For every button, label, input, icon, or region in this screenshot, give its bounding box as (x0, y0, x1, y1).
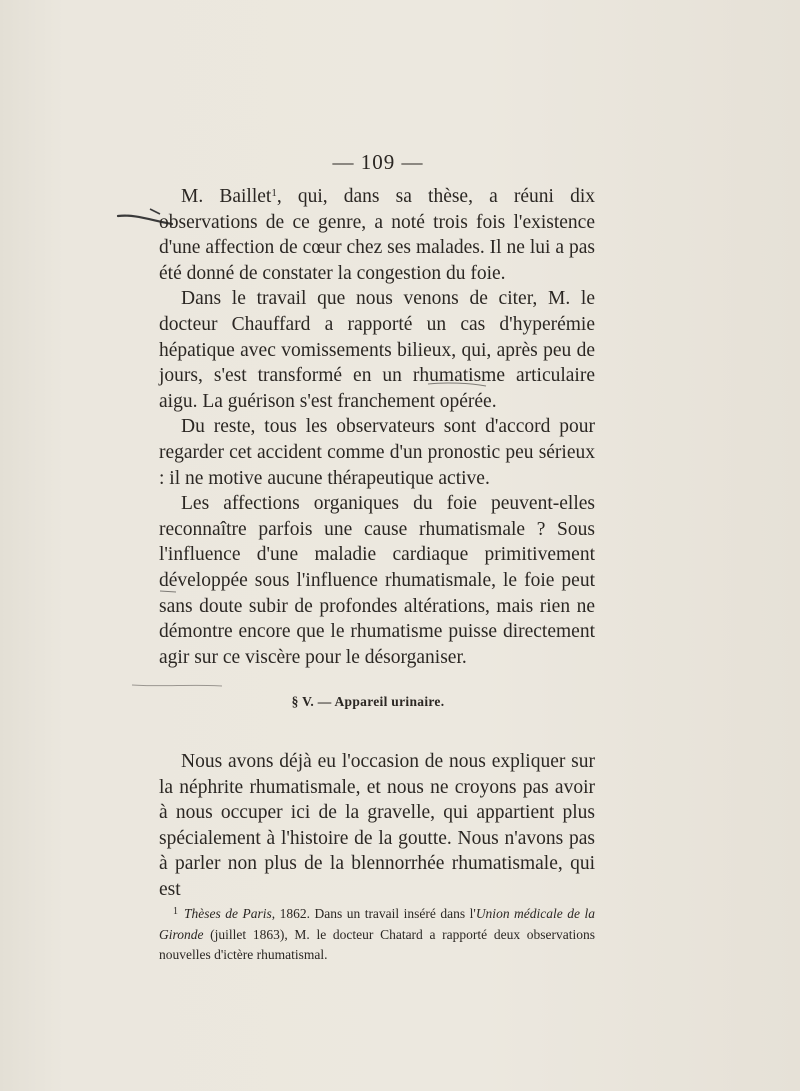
paragraph: Dans le travail que nous venons de citer, M. le docteur Chauffard a rapporté un cas d'hyperémie hépatique avec vomissements bilieux, qui, après peu de jours, s'est transformé en un rhumatisme articulaire aigu. La guérison s'est franchement opérée. (159, 288, 595, 412)
footnote-ref[interactable]: 1 (271, 187, 277, 199)
paragraph: M. Baillet$^1$, qui, dans sa thèse, a réuni dix observations de ce genre, a noté trois fois l'existence d'une affection de cœur chez ses malades. Il ne lui a pas été donné de constater la congestion du foie. (159, 186, 595, 284)
footnote: $^1$ Thèses de Paris, 1862. Dans un travail inséré dans l'Union médicale de la Gironde (juillet 1863), M. le docteur Chatard a rapporté deux observations nouvelles d'ictère rhumatismal. (159, 906, 596, 962)
footnote-mark: 1 (173, 906, 178, 917)
footnote-source: Thèses de Paris (184, 906, 272, 921)
main-text-2 (159, 749, 595, 903)
main-text (159, 184, 595, 670)
section-heading: § V. — Appareil urinaire. (291, 694, 445, 709)
paragraph: Les affections organiques du foie peuvent-elles reconnaître parfois une cause rhumatismale ? Sous l'influence d'une maladie cardiaque primitivement développée sous l'influence rhumatismale, le foie peut sans doute subir de profondes altérations, mais rien ne démontre encore que le rhumatisme puisse directement agir sur ce viscère pour le désorganiser. (159, 493, 595, 668)
paragraph: Du reste, tous les observateurs sont d'accord pour regarder cet accident comme d'un pronostic peu sérieux : il ne motive aucune thérapeutique active. (159, 416, 595, 489)
paragraph: Nous avons déjà eu l'occasion de nous expliquer sur la néphrite rhumatismale, et nous ne croyons pas avoir à nous occuper ici de la gravelle, qui appartient plus spécialement à l'histoire de la goutte. Nous n'avons pas à parler non plus de la blennorrhée rhumatismale, qui est (159, 751, 595, 900)
footnote-journal: Union médicale de la Gironde (159, 906, 596, 942)
page-number: — 109 — (332, 150, 424, 174)
